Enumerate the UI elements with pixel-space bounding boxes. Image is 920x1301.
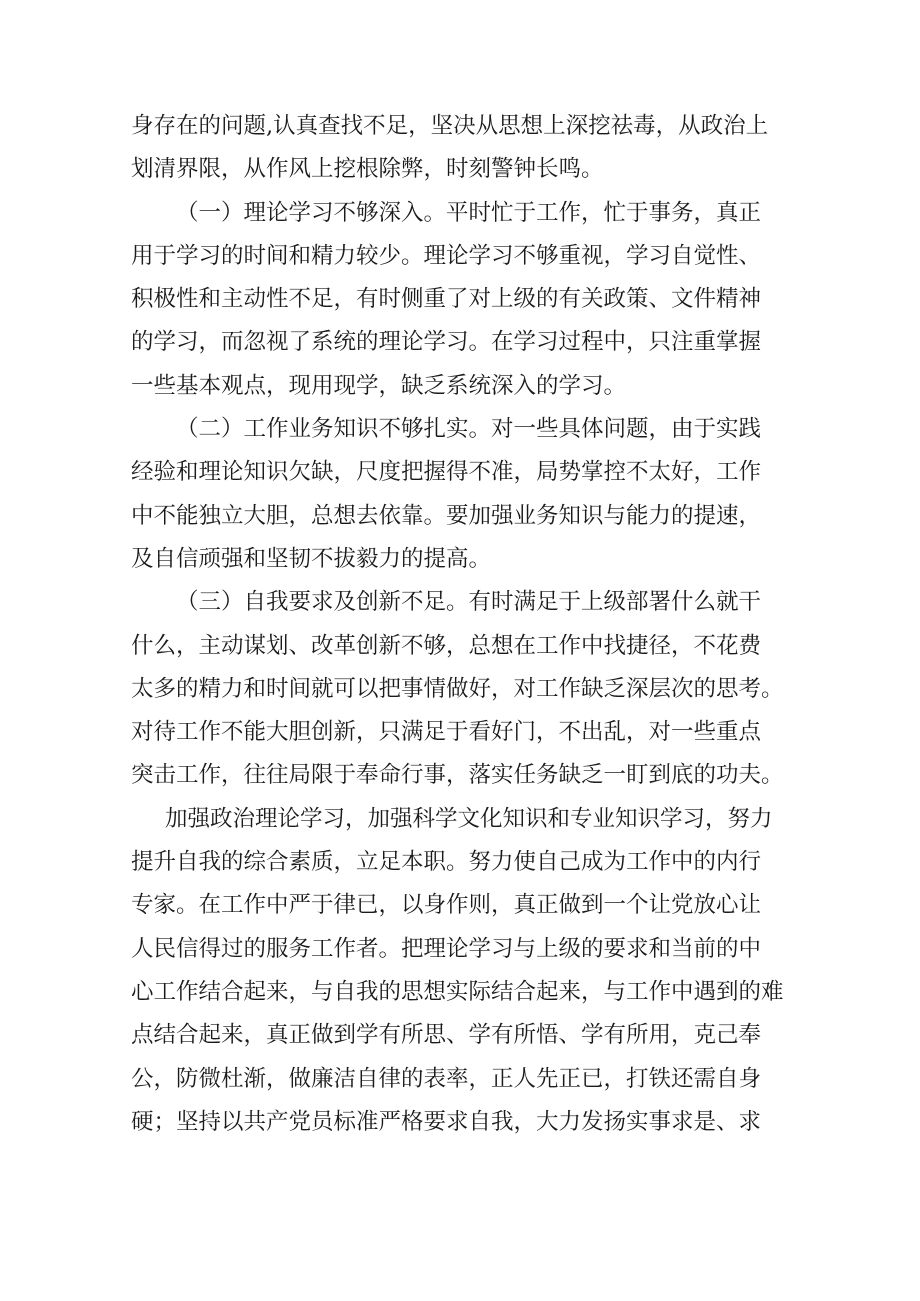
text-line: 身存在的问题,认真查找不足，坚决从思想上深挖祛毒，从政治上: [131, 113, 769, 139]
section-heading-line: （一）理论学习不够深入。平时忙于工作，忙于事务，真正: [176, 199, 762, 226]
text-line: 专家。在工作中严于律已，以身作则，真正做到一个让党放心让: [131, 892, 762, 919]
text-line: 太多的精力和时间就可以把事情做好，对工作缺乏深层次的思考。: [131, 675, 784, 702]
text-line: 经验和理论知识欠缺，尺度把握得不准，局势掌控不太好，工作: [131, 459, 762, 486]
text-line: 什么，主动谋划、改革创新不够，总想在工作中找捷径，不花费: [131, 632, 762, 659]
text-line: 突击工作，往往局限于奉命行事，落实任务缺乏一盯到底的功夫。: [131, 762, 784, 789]
text-line: 积极性和主动性不足，有时侧重了对上级的有关政策、文件精神: [131, 286, 762, 313]
text-line: 一些基本观点，现用现学，缺乏系统深入的学习。: [131, 372, 627, 399]
section-heading-line: （二）工作业务知识不够扎实。对一些具体问题，由于实践: [176, 416, 762, 443]
text-line: 人民信得过的服务工作者。把理论学习与上级的要求和当前的中: [131, 935, 762, 962]
text-line: 点结合起来，真正做到学有所思、学有所悟、学有所用，克己奉: [131, 1022, 762, 1049]
text-line: 及自信顽强和坚韧不拔毅力的提高。: [131, 545, 492, 572]
section-heading-line: （三）自我要求及创新不足。有时满足于上级部署什么就干: [176, 589, 762, 616]
text-line: 用于学习的时间和精力较少。理论学习不够重视，学习自觉性、: [131, 242, 762, 269]
text-line: 公，防微杜渐，做廉洁自律的表率，正人先正已，打铁还需自身: [131, 1065, 762, 1092]
document-body: [131, 105, 806, 1144]
paragraph-start-line: 加强政治理论学习，加强科学文化知识和专业知识学习，努力: [165, 805, 773, 832]
text-line: 心工作结合起来，与自我的思想实际结合起来，与工作中遇到的难: [131, 978, 784, 1005]
text-line: 提升自我的综合素质，立足本职。努力使自己成为工作中的内行: [131, 849, 762, 876]
text-line: 中不能独立大胆，总想去依靠。要加强业务知识与能力的提速，: [131, 502, 762, 529]
text-line: 的学习，而忽视了系统的理论学习。在学习过程中，只注重掌握: [131, 329, 762, 356]
text-line: 对待工作不能大胆创新，只满足于看好门，不出乱，对一些重点: [131, 719, 762, 746]
text-line: 划清界限，从作风上挖根除弊，时刻警钟长鸣。: [131, 156, 604, 183]
text-line: 硬；坚持以共产党员标准严格要求自我，大力发扬实事求是、求: [131, 1108, 762, 1135]
